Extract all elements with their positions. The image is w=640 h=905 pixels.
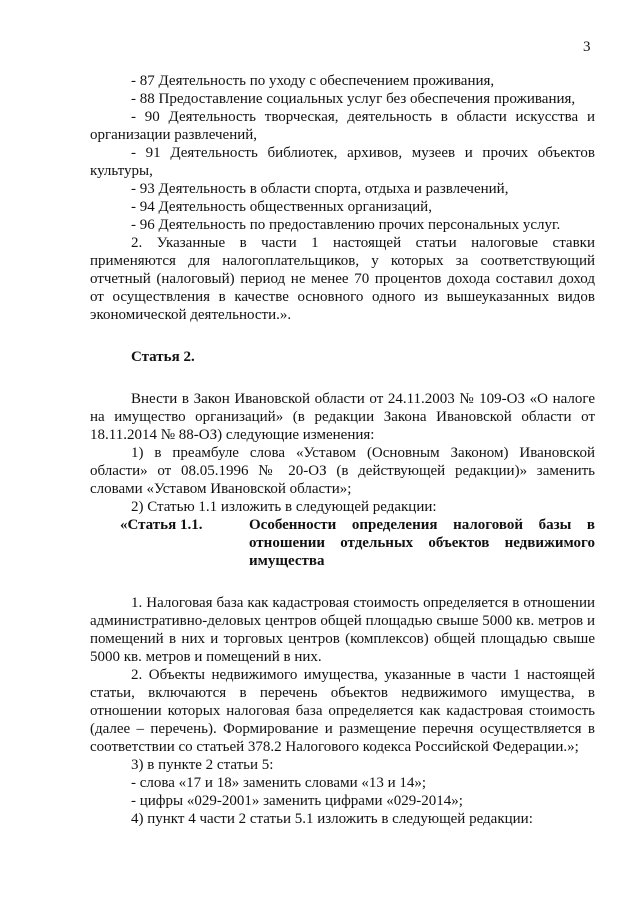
spacer: [90, 324, 595, 348]
article-1-1-heading-row: [90, 516, 595, 570]
list-item-93: - 93 Деятельность в области спорта, отдыха и развлечений,: [131, 181, 509, 197]
change-3: 3) в пункте 2 статьи 5:: [131, 757, 274, 773]
page-number: 3: [583, 39, 591, 55]
list-item-88: - 88 Предоставление социальных услуг без обеспечения проживания,: [131, 91, 576, 107]
list-item-90: - 90 Деятельность творческая, деятельность в области искусства и организации развлечений,: [90, 109, 595, 143]
change-3-item-b: - цифры «029-2001» заменить цифрами «029-2014»;: [131, 793, 463, 809]
paragraph-part-2: 2. Указанные в части 1 настоящей статьи налоговые ставки применяются для налогоплательщиков, у которых за соответствующий отчетный (налоговый) период не менее 70 процентов дохода составил доход от осуществления в качестве основного одного из вышеуказанных видов экономической деятельности.».: [90, 235, 595, 323]
change-3-item-a: - слова «17 и 18» заменить словами «13 и 14»;: [131, 775, 427, 791]
article-1-1-label: «Статья 1.1.: [120, 517, 203, 533]
article-1-1-part-1: 1. Налоговая база как кадастровая стоимость определяется в отношении административно-деловых центров общей площадью свыше 5000 кв. метров и помещений в них и торговых центров (комплексов) общей площадью свыше 5000 кв. метров и помещений в них.: [90, 595, 595, 665]
article-1-1-part-2: 2. Объекты недвижимого имущества, указанные в части 1 настоящей статьи, включаются в перечень объектов недвижимого имущества, в отношении которых налоговая база определяется как кадастровая стоимость (далее – перечень). Формирование и размещение перечня осуществляется в соответствии со статьей 378.2 Налогового кодекса Российской Федерации.»;: [90, 667, 595, 755]
change-1: 1) в преамбуле слова «Уставом (Основным Законом) Ивановской области» от 08.05.1996 № 20-ОЗ (в действующей редакции)» заменить словами «Уставом Ивановской области»;: [90, 445, 595, 497]
article-2-title: Статья 2.: [131, 349, 195, 365]
document-body: [90, 72, 595, 828]
change-2: 2) Статью 1.1 изложить в следующей редакции:: [131, 499, 437, 515]
list-item-94: - 94 Деятельность общественных организаций,: [131, 199, 432, 215]
spacer: [90, 570, 595, 594]
list-item-87: - 87 Деятельность по уходу с обеспечением проживания,: [131, 73, 495, 89]
spacer: [90, 366, 595, 390]
change-4: 4) пункт 4 части 2 статьи 5.1 изложить в следующей редакции:: [131, 811, 533, 827]
list-item-96: - 96 Деятельность по предоставлению прочих персональных услуг.: [131, 217, 561, 233]
article-2-intro: Внести в Закон Ивановской области от 24.11.2003 № 109-ОЗ «О налоге на имущество организаций» (в редакции Закона Ивановской области от 18.11.2014 № 88-ОЗ) следующие изменения:: [90, 391, 595, 443]
article-1-1-heading: Особенности определения налоговой базы в отношении отдельных объектов недвижимого имущества: [249, 517, 595, 569]
list-item-91: - 91 Деятельность библиотек, архивов, музеев и прочих объектов культуры,: [90, 145, 595, 179]
